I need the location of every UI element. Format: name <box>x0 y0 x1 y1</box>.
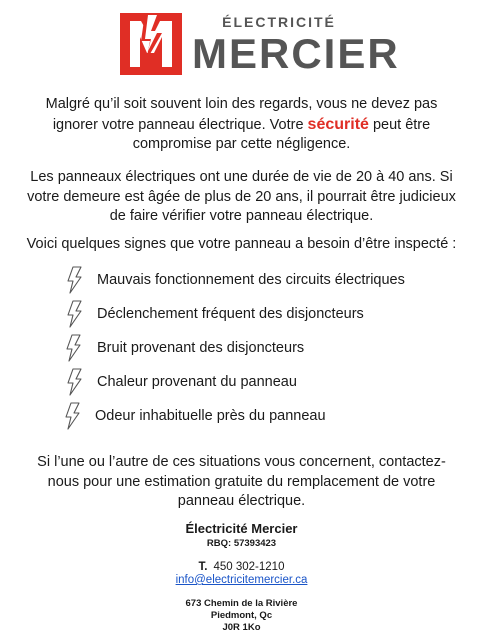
phone-label: T. <box>198 561 208 573</box>
lightning-bolt-icon <box>65 368 83 396</box>
company-logo <box>120 13 400 77</box>
intro-text-after: peut être compromise par cette négligence. <box>132 116 431 152</box>
logo-main-line: MERCIER <box>192 30 400 77</box>
lightning-bolt-icon <box>65 266 83 294</box>
sign-item <box>0 334 483 368</box>
signs-heading: Voici quelques signes que votre panneau a besoin d’être inspecté : <box>26 236 457 252</box>
mercier-logo-mark-icon <box>120 13 182 75</box>
highlight-securite: sécurité <box>307 115 369 133</box>
lightning-bolt-icon <box>64 334 82 362</box>
closing-paragraph: Si l’une ou l’autre de ces situations vous concernent, contactez-nous pour une estimation gratuite du remplacement de votre panneau électrique. <box>37 454 446 509</box>
sign-item <box>0 402 483 436</box>
address-line-3: J0R 1Ko <box>222 622 261 633</box>
sign-item <box>0 266 483 300</box>
sign-item-text: Bruit provenant des disjoncteurs <box>97 340 305 356</box>
sign-item <box>0 368 483 402</box>
address-line-1: 673 Chemin de la Rivière <box>185 598 298 609</box>
sign-item-text: Déclenchement fréquent des disjoncteurs <box>97 306 364 322</box>
logo-top-line: ÉLECTRICITÉ <box>222 14 336 30</box>
lightning-bolt-icon <box>65 300 83 328</box>
phone-line <box>0 561 483 573</box>
lightning-bolt-icon <box>63 402 81 430</box>
sign-item-text: Odeur inhabituelle près du panneau <box>95 408 326 424</box>
sign-item-text: Mauvais fonctionnement des circuits électriques <box>97 272 405 288</box>
company-name: Électricité Mercier <box>185 521 298 536</box>
intro-paragraph <box>22 95 461 155</box>
rbq-license: RBQ: 57393423 <box>206 538 277 549</box>
sign-item <box>0 300 483 334</box>
address-line-2: Piedmont, Qc <box>210 610 273 621</box>
lifespan-paragraph: Les panneaux électriques ont une durée de vie de 20 à 40 ans. Si votre demeure est âgée de plus de 20 ans, il pourrait être judicieux de faire vérifier votre panneau électrique. <box>27 169 456 224</box>
intro-text-before: Malgré qu’il soit souvent loin des regards, vous ne devez pas ignorer votre panneau électrique. Votre <box>45 96 438 133</box>
email-link[interactable]: info@electricitemercier.ca <box>175 574 308 586</box>
sign-item-text: Chaleur provenant du panneau <box>97 374 297 390</box>
phone-number[interactable]: 450 302-1210 <box>213 561 285 573</box>
